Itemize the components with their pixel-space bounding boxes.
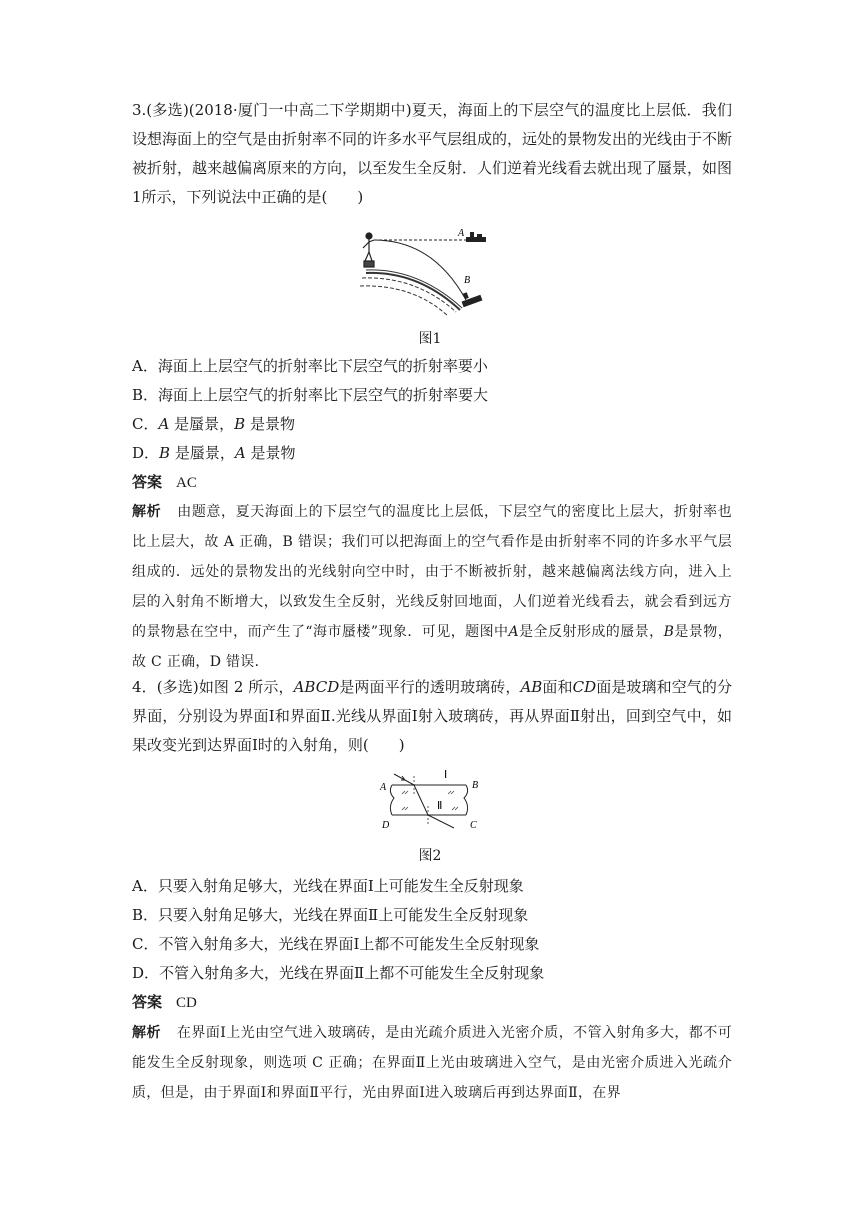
q4-option-c: C．不管入射角多大，光线在界面Ⅰ上都不可能发生全反射现象 [132, 935, 540, 953]
light-ray [394, 774, 454, 828]
option-d-mid: 是蜃景， [174, 444, 235, 462]
answer-label: 答案 [132, 473, 163, 491]
explain-text-3: 是景物，故 C 正确，D 错误． [132, 624, 733, 670]
explain-text-1: 由题意，夏天海面上的下层空气的温度比上层低，下层空气的密度比上层大，折射率也比上层大，故 A 正确，B 错误；我们可以把海面上的空气看作是由折射率不同的许多水平气层组成的．远处的景物发出的光线射向空中时，由于不断被折射，越来越偏离法线方向，进入上层的入射角不断增大，以致发生全反射，光线反射回地面，人们逆着光线看去，就会看到远方的景物悬在空中，而产生了“海市蜃楼”现象．可见，题图中 [132, 504, 732, 640]
explain-label: 解析 [132, 1025, 161, 1041]
option-d-end: 是景物 [250, 444, 296, 462]
explain-var-2: B [663, 624, 675, 640]
answer-label: 答案 [132, 993, 163, 1011]
q3-option-a [132, 352, 488, 381]
label-a: A [458, 228, 465, 239]
q3-stem-text: 3.(多选)(2018·厦门一中高二下学期期中)夏天，海面上的下层空气的温度比上层低．我们设想海面上的空气是由折射率不同的许多水平气层组成的，远处的景物发出的光线由于不断被折射，越来越偏离原来的方向，以至发生全反射．人们逆着光线看去就出现了蜃景，如图1所示，下列说法中正确的是( ) [132, 101, 733, 206]
option-c-var-2: B [234, 415, 246, 433]
q3-stem [132, 96, 732, 212]
figure-1-mirage-diagram [358, 228, 490, 320]
observer-figure [363, 233, 374, 267]
option-b-text: 海面上上层空气的折射率比下层空气的折射率要大 [158, 386, 489, 404]
q4-answer [132, 988, 197, 1018]
q4-option-d: D．不管入射角多大，光线在界面Ⅱ上都不可能发生全反射现象 [132, 964, 545, 982]
explain-text-2: 是全反射形成的蜃景， [518, 624, 664, 640]
q4-stem-4: 面是玻璃和空气的分界面，分别设为界面Ⅰ和界面Ⅱ.光线从界面Ⅰ射入玻璃砖，再从界面Ⅱ射出，回到空气中，如果改变光到达界面Ⅰ时的入射角，则( ) [132, 678, 732, 754]
q4-stem-2: 是两面平行的透明玻璃砖， [339, 678, 521, 696]
option-c-mid: 是蜃景， [174, 415, 235, 433]
q3-option-d [132, 439, 296, 468]
label-b: B [464, 275, 471, 286]
label-b: B [472, 780, 479, 791]
q4-stem-var-2: AB [520, 678, 543, 696]
q4-explanation [132, 1018, 732, 1108]
option-a-prefix: A． [132, 357, 158, 375]
q3-answer [132, 468, 197, 498]
option-d-var-1: B [159, 444, 171, 462]
option-d-prefix: D． [132, 444, 160, 462]
answer-value: AC [176, 475, 197, 491]
figure-2-caption: 图2 [418, 848, 442, 864]
q4-option-a: A．只要入射角足够大，光线在界面Ⅰ上可能发生全反射现象 [132, 877, 524, 895]
q4-stem-var-3: CD [572, 678, 597, 696]
ship-b-icon [462, 292, 483, 307]
q3-explanation [132, 497, 732, 677]
option-d-var-2: A [234, 444, 246, 462]
hatch-marks [402, 791, 458, 810]
figure-2-glass-block-diagram [372, 766, 490, 836]
label-c: C [470, 820, 477, 831]
option-c-prefix: C． [132, 415, 159, 433]
glass-block [390, 785, 467, 815]
q4-stem-var-1: ABCD [293, 678, 340, 696]
q3-option-c [132, 410, 295, 439]
label-interface-1: Ⅰ [444, 769, 448, 781]
option-b-prefix: B． [132, 386, 159, 404]
answer-value: CD [176, 995, 197, 1011]
option-c-var-1: A [158, 415, 170, 433]
q4-stem-3: 面和 [542, 678, 573, 696]
label-d: D [382, 820, 390, 831]
label-interface-2: Ⅱ [437, 800, 443, 812]
ship-a-icon [466, 232, 486, 242]
figure-1-caption: 图1 [418, 331, 442, 347]
option-c-end: 是景物 [249, 415, 295, 433]
sea-layers [360, 270, 462, 316]
explain-var-1: A [508, 624, 519, 640]
label-a: A [380, 782, 387, 793]
light-ray-curve [374, 240, 466, 300]
q4-option-b: B．只要入射角足够大，光线在界面Ⅱ上可能发生全反射现象 [132, 906, 529, 924]
q4-stem [132, 673, 732, 760]
option-a-text: 海面上上层空气的折射率比下层空气的折射率要小 [157, 357, 488, 375]
explain-text: 在界面Ⅰ上光由空气进入玻璃砖，是由光疏介质进入光密介质，不管入射角多大，都不可能发生全反射现象，则选项 C 正确；在界面Ⅱ上光由玻璃进入空气，是由光密介质进入光疏介质，但是，由于界面Ⅰ和界面Ⅱ平行，光由界面Ⅰ进入玻璃后再到达界面Ⅱ，在界 [132, 1025, 732, 1101]
explain-label: 解析 [132, 504, 162, 520]
q4-stem-1: 4．(多选)如图 2 所示， [132, 678, 294, 696]
q3-option-b [132, 381, 488, 410]
